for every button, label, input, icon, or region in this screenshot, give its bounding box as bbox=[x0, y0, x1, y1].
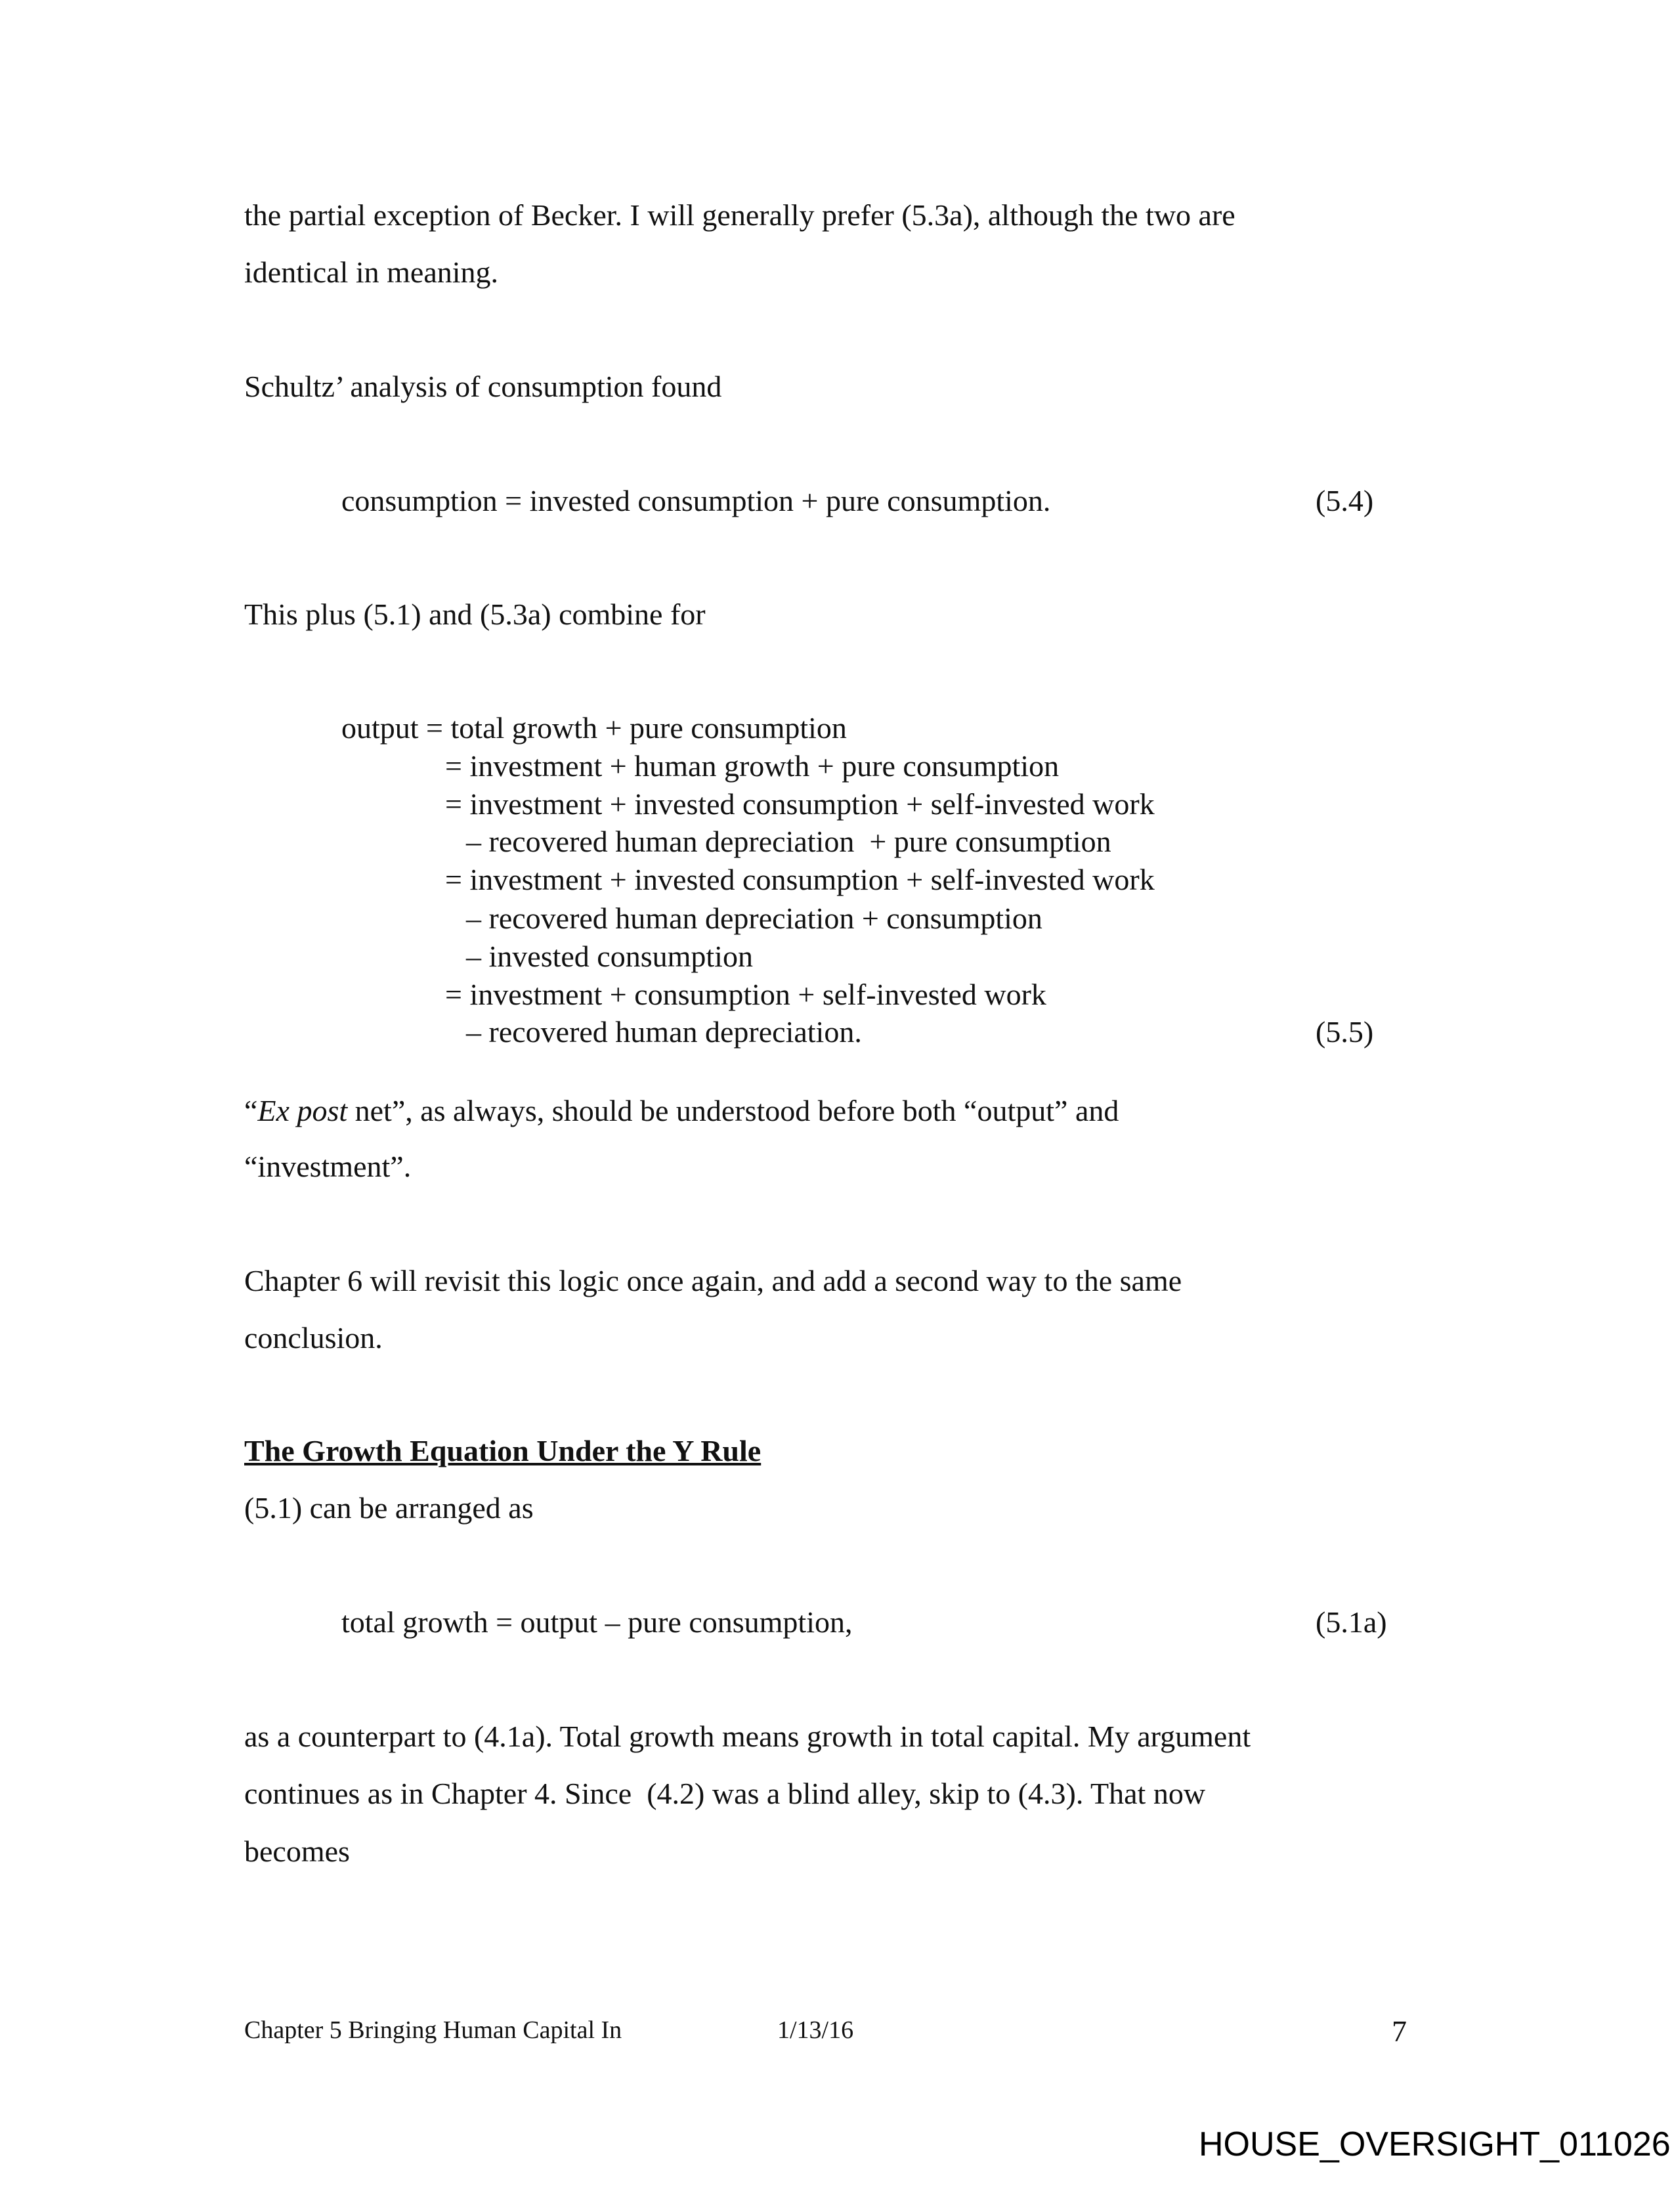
page-number: 7 bbox=[1392, 2014, 1407, 2048]
bates-stamp: HOUSE_OVERSIGHT_011026 bbox=[1199, 2125, 1671, 2163]
paragraph-line: identical in meaning. bbox=[244, 255, 499, 289]
equation-line: = investment + invested consumption + self-invested work bbox=[445, 863, 1155, 896]
paragraph-line bbox=[244, 1094, 1119, 1128]
paragraph-line: “investment”. bbox=[244, 1150, 412, 1183]
equation-line: – recovered human depreciation + pure consumption bbox=[466, 825, 1111, 858]
equation-line: = investment + consumption + self-invested work bbox=[445, 978, 1046, 1011]
equation-line: = investment + human growth + pure consumption bbox=[445, 749, 1060, 783]
footer-date: 1/13/16 bbox=[777, 2016, 854, 2044]
equation-line: = investment + invested consumption + self-invested work bbox=[445, 787, 1155, 821]
equation-label: (5.5) bbox=[1316, 1015, 1374, 1049]
section-heading: The Growth Equation Under the Y Rule bbox=[244, 1434, 762, 1467]
equation-label: (5.1a) bbox=[1316, 1605, 1387, 1639]
equation-line: – recovered human depreciation + consumption bbox=[466, 901, 1042, 935]
paragraph-line: conclusion. bbox=[244, 1321, 383, 1355]
paragraph-line: Schultz’ analysis of consumption found bbox=[244, 370, 722, 403]
paragraph-line: becomes bbox=[244, 1834, 350, 1868]
text: net”, as always, should be understood before both “output” and bbox=[347, 1094, 1119, 1127]
equation-5-1a: total growth = output – pure consumption, bbox=[341, 1605, 853, 1639]
paragraph-line: continues as in Chapter 4. Since (4.2) was a blind alley, skip to (4.3). That now bbox=[244, 1777, 1206, 1810]
paragraph-line: as a counterpart to (4.1a). Total growth means growth in total capital. My argument bbox=[244, 1720, 1251, 1753]
equation-line: – recovered human depreciation. bbox=[466, 1015, 862, 1049]
paragraph-line: Chapter 6 will revisit this logic once again, and add a second way to the same bbox=[244, 1264, 1182, 1297]
equation-line: output = total growth + pure consumption bbox=[341, 711, 847, 745]
italic-text: Ex post bbox=[257, 1094, 348, 1127]
paragraph-line: (5.1) can be arranged as bbox=[244, 1491, 534, 1525]
equation-5-4: consumption = invested consumption + pure consumption. bbox=[341, 484, 1051, 517]
open-quote: “ bbox=[244, 1094, 258, 1127]
paragraph-line: the partial exception of Becker. I will generally prefer (5.3a), although the two are bbox=[244, 198, 1235, 232]
equation-label: (5.4) bbox=[1316, 484, 1374, 517]
paragraph-line: This plus (5.1) and (5.3a) combine for bbox=[244, 597, 706, 631]
equation-line: – invested consumption bbox=[466, 940, 753, 973]
footer-chapter: Chapter 5 Bringing Human Capital In bbox=[244, 2016, 622, 2044]
